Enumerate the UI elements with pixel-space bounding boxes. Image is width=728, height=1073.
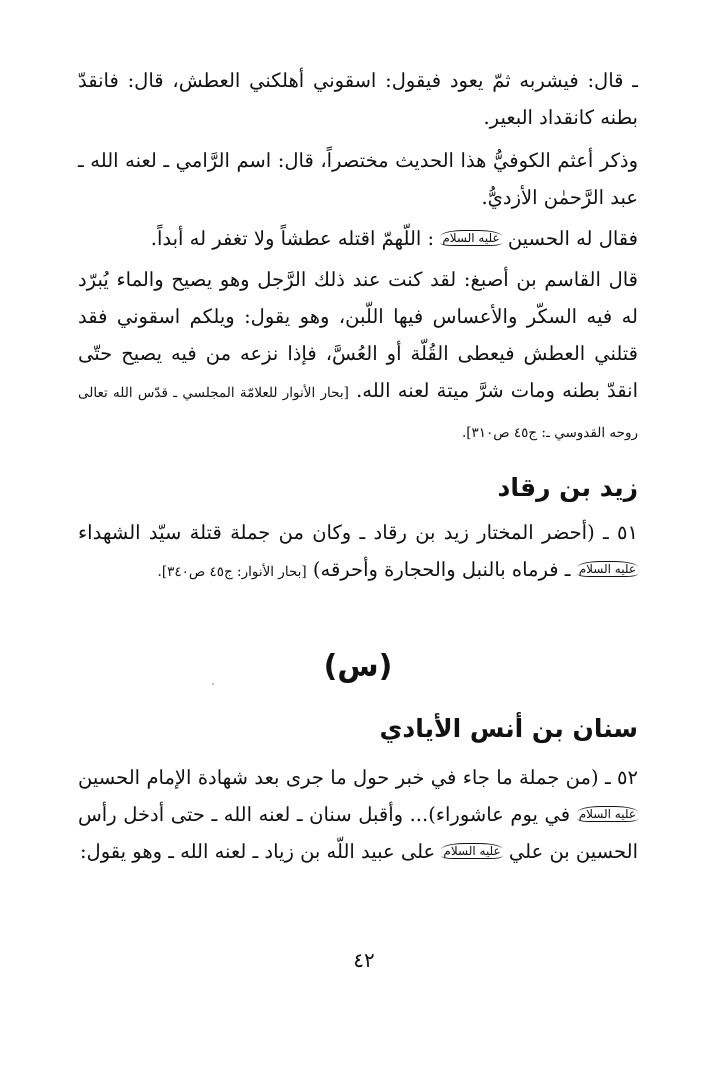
honorific-glyph: عليه السلام (578, 807, 636, 821)
paragraph-3-text-b: : اللّهمّ اقتله عطشاً ولا تغفر له أبداً. (150, 227, 435, 250)
paragraph-2 (78, 142, 638, 216)
paragraph-3 (78, 220, 638, 257)
honorific-glyph: عليه السلام (442, 231, 500, 245)
paragraph-4-reference: [بحار الأنوار للعلامّة المجلسي ـ قدّس الله تعالى روحه القدوسي ـ: ج٤٥ ص٣١٠]. (78, 385, 638, 441)
paragraph-4 (78, 261, 638, 452)
section-heading-zayd: زيد بن رقاد (497, 473, 638, 502)
paragraph-5-text-b: ـ فرماه بالنبل والحجارة وأحرقه) (312, 558, 571, 581)
paragraph-1-text: ـ قال: فيشربه ثمّ يعود فيقول: اسقوني أهلكني العطش، قال: فانقدّ بطنه كانقداد البعير. (78, 69, 638, 129)
paragraph-6 (78, 759, 638, 870)
honorific-glyph: عليه السلام (443, 844, 501, 858)
paragraph-2-text: وذكر أعثم الكوفيُّ هذا الحديث مختصراً، قال: اسم الرَّامي ـ لعنه الله ـ عبد الرَّحمٰن الأزديُّ. (78, 149, 638, 209)
page-body (78, 62, 638, 870)
paragraph-5-text-a: (أحضر المختار زيد بن رقاد ـ وكان من جملة قتلة سيّد الشهداء (78, 521, 595, 544)
scan-speck (212, 683, 214, 685)
paragraph-4-text: قال القاسم بن أصبغ: لقد كنت عند ذلك الرَّجل وهو يصيح والماء يُبرّد له فيه السكّر والأعساس فيها اللّبن، وهو يقول: ويلكم اسقوني فقد قتلني العطش فيعطى القُلّة أو العُسَّ، فإذا نزعه من فيه يصيح حتّى انقدّ بطنه ومات شرَّ ميتة لعنه الله. (78, 268, 639, 402)
honorific-glyph: عليه السلام (578, 562, 636, 576)
paragraph-6-text-b: في يوم عاشوراء)... وأقبل سنان ـ لعنه الله ـ حتى أدخل رأس الحسين بن علي (78, 803, 638, 863)
paragraph-3-text-a: فقال له الحسين (507, 227, 638, 250)
paragraph-6-text-c: على عبيد اللّه بن زياد ـ لعنه الله ـ وهو يقول: (79, 840, 436, 863)
item-number-52: ٥٢ ـ (604, 766, 638, 789)
page-number: ٤٢ (353, 948, 375, 972)
paragraph-5-reference: [بحار الأنوار: ج٤٥ ص٣٤٠]. (157, 564, 307, 580)
paragraph-1 (78, 62, 638, 136)
paragraph-5 (78, 514, 638, 591)
paragraph-6-text-a: (من جملة ما جاء في خبر حول ما جرى بعد شهادة الإمام الحسين (78, 766, 599, 789)
section-heading-sinan: سنان بن أنس الأيادي (379, 714, 638, 743)
letter-section-heading: (س) (323, 649, 393, 684)
item-number-51: ٥١ ـ (603, 521, 638, 544)
